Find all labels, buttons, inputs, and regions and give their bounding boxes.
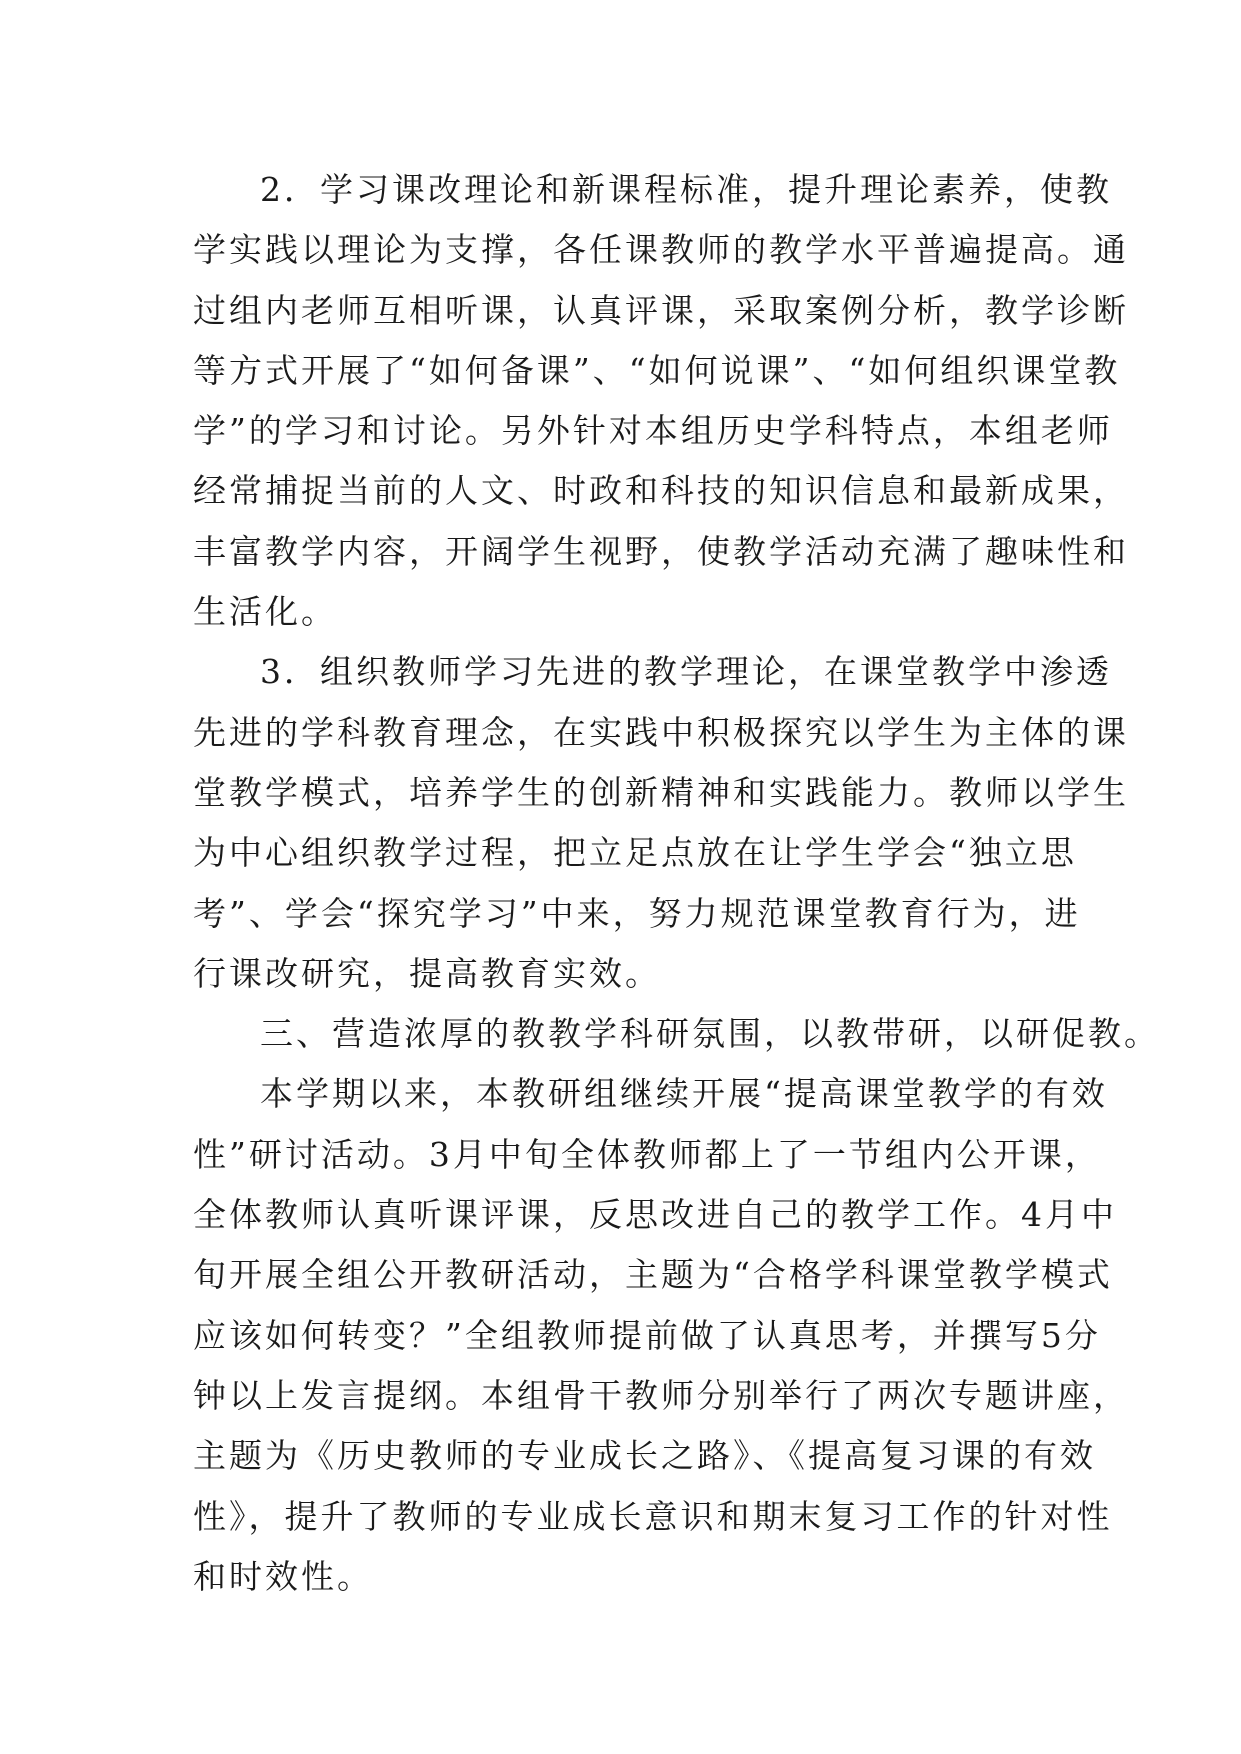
text-line: 行课改研究，提高教育实效。	[193, 953, 661, 993]
text-line: 钟以上发言提纲。本组骨干教师分别举行了两次专题讲座，	[193, 1375, 1129, 1415]
text-line: 本学期以来，本教研组继续开展“提高课堂教学的有效	[260, 1074, 1108, 1114]
text-line: 过组内老师互相听课，认真评课，采取案例分析，教学诊断	[193, 290, 1129, 330]
text-line: 性”研讨活动。3月中旬全体教师都上了一节组内公开课，	[193, 1134, 1101, 1174]
text-line: 等方式开展了“如何备课”、“如何说课”、“如何组织课堂教	[193, 350, 1121, 390]
document-body	[193, 160, 1160, 1607]
text-line: 考”、学会“探究学习”中来，努力规范课堂教育行为，进	[193, 893, 1081, 933]
text-line: 应该如何转变？”全组教师提前做了认真思考，并撰写5分	[193, 1315, 1101, 1355]
text-line: 3．组织教师学习先进的教学理论，在课堂教学中渗透	[260, 652, 1112, 692]
text-line: 和时效性。	[193, 1556, 373, 1596]
text-line: 学”的学习和讨论。另外针对本组历史学科特点，本组老师	[193, 411, 1113, 451]
text-line: 学实践以理论为支撑，各任课教师的教学水平普遍提高。通	[193, 230, 1129, 270]
text-line: 生活化。	[193, 592, 337, 632]
text-line: 主题为《历史教师的专业成长之路》、《提高复习课的有效	[193, 1436, 1096, 1476]
text-line: 全体教师认真听课评课，反思改进自己的教学工作。4月中	[193, 1195, 1117, 1235]
text-line: 先进的学科教育理念，在实践中积极探究以学生为主体的课	[193, 712, 1129, 752]
text-line: 旬开展全组公开教研活动，主题为“合格学科课堂教学模式	[193, 1255, 1113, 1295]
text-line: 性》，提升了教师的专业成长意识和期末复习工作的针对性	[193, 1496, 1113, 1536]
text-line: 丰富教学内容，开阔学生视野，使教学活动充满了趣味性和	[193, 531, 1129, 571]
text-line: 堂教学模式，培养学生的创新精神和实践能力。教师以学生	[193, 772, 1129, 812]
text-line: 为中心组织教学过程，把立足点放在让学生学会“独立思	[193, 833, 1077, 873]
text-line: 三、营造浓厚的教教学科研氛围，以教带研，以研促教。	[260, 1014, 1160, 1054]
text-line: 经常捕捉当前的人文、时政和科技的知识信息和最新成果，	[193, 471, 1129, 511]
text-line: 2．学习课改理论和新课程标准，提升理论素养，使教	[260, 170, 1112, 209]
